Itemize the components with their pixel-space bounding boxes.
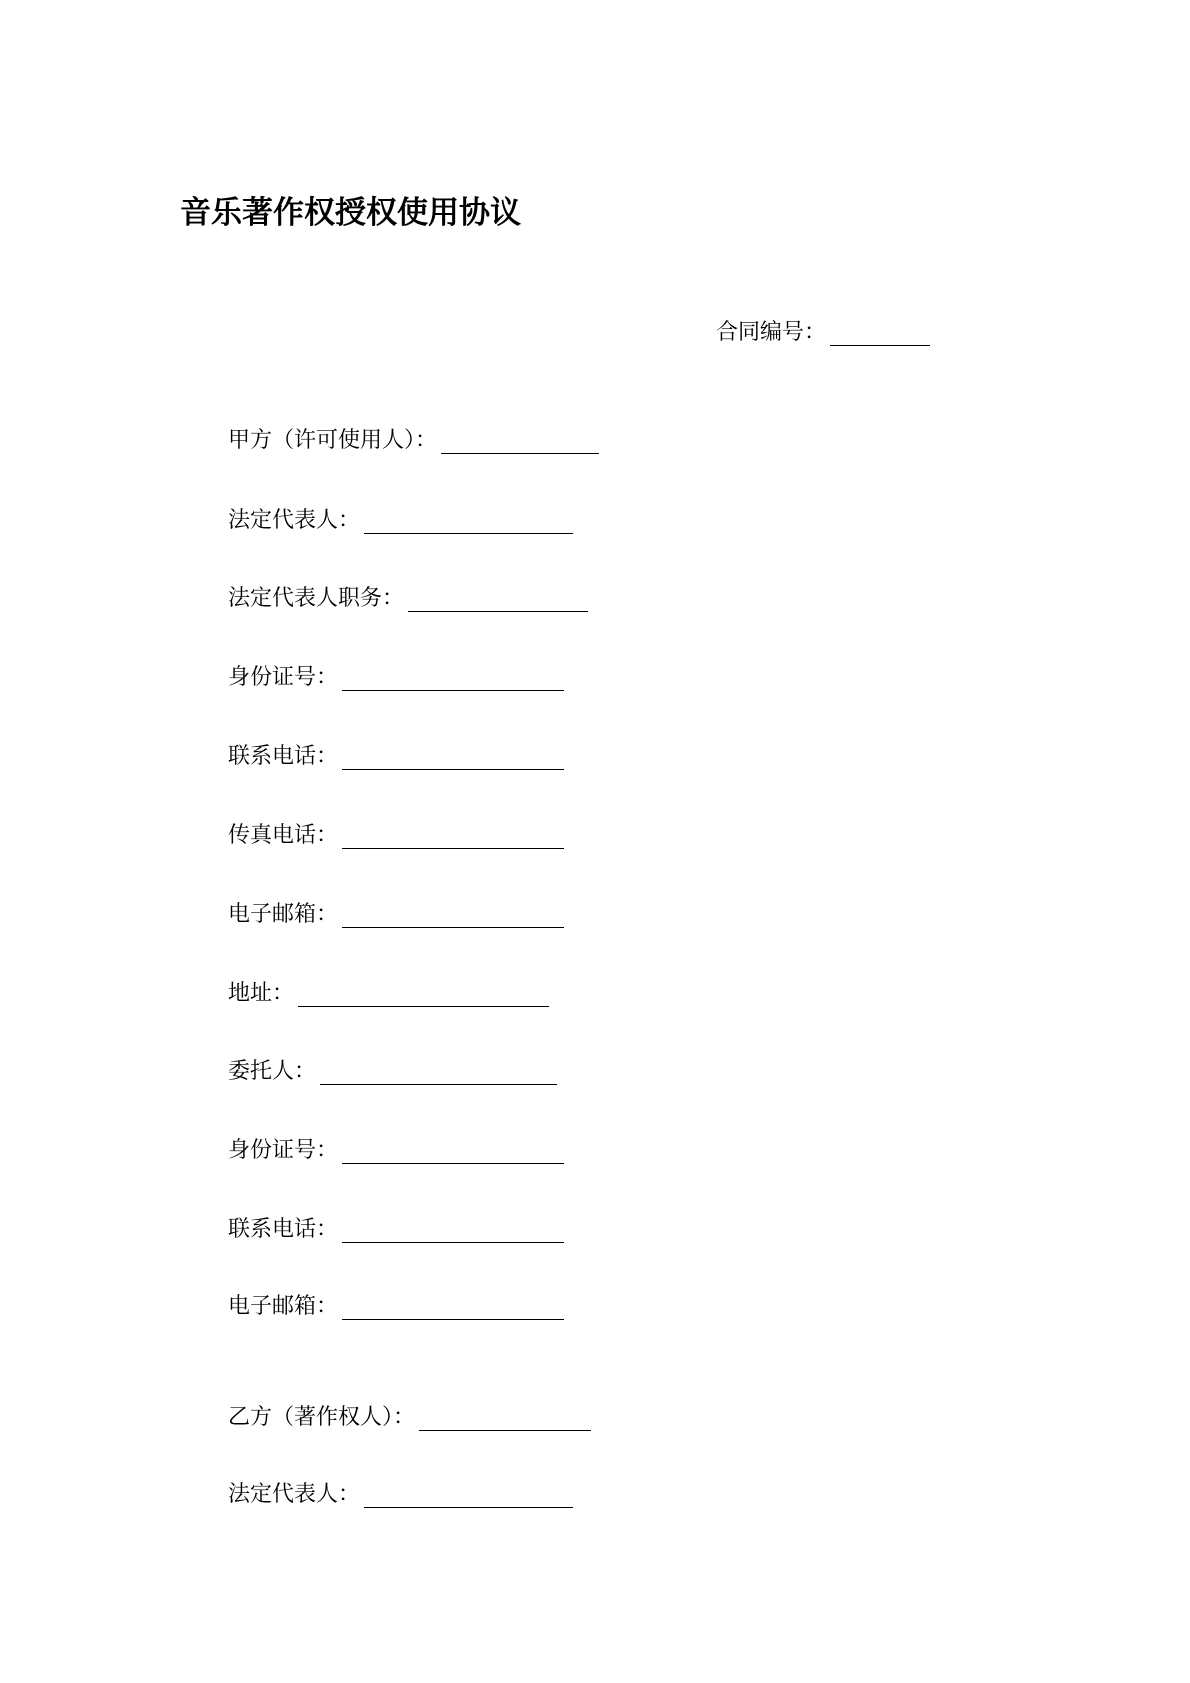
field-blank[interactable] [441, 429, 599, 454]
party-a-agent-phone-field [228, 1215, 564, 1245]
party-a-agent-field [228, 1057, 557, 1087]
contract-number-label: 合同编号： [716, 320, 827, 345]
party-a-legal-rep-field [228, 506, 573, 536]
field-blank[interactable] [364, 1483, 573, 1508]
field-label: 电子邮箱： [228, 902, 339, 927]
field-label: 法定代表人： [228, 1482, 361, 1507]
contract-number-blank[interactable] [830, 321, 930, 346]
party-a-name-field [228, 426, 599, 456]
field-blank[interactable] [408, 587, 588, 612]
party-a-address-field [228, 979, 549, 1009]
field-label: 甲方（许可使用人）： [228, 428, 438, 453]
party-a-agent-email-field [228, 1292, 564, 1322]
party-a-legal-rep-title-field [228, 584, 588, 614]
field-label: 法定代表人： [228, 508, 361, 533]
field-label: 身份证号： [228, 665, 339, 690]
field-blank[interactable] [298, 982, 549, 1007]
contract-number-field [716, 318, 930, 348]
field-label: 联系电话： [228, 744, 339, 769]
field-blank[interactable] [342, 666, 564, 691]
field-blank[interactable] [364, 509, 573, 534]
field-label: 法定代表人职务： [228, 586, 405, 611]
field-blank[interactable] [419, 1406, 591, 1431]
field-blank[interactable] [342, 824, 564, 849]
party-a-email-field [228, 900, 564, 930]
party-b-name-field [228, 1403, 591, 1433]
field-blank[interactable] [342, 745, 564, 770]
field-label: 乙方（著作权人）： [228, 1405, 416, 1430]
field-blank[interactable] [342, 1218, 564, 1243]
field-label: 联系电话： [228, 1217, 339, 1242]
party-a-agent-id-number-field [228, 1136, 564, 1166]
field-blank[interactable] [320, 1060, 557, 1085]
field-label: 电子邮箱： [228, 1294, 339, 1319]
field-label: 身份证号： [228, 1138, 339, 1163]
party-a-id-number-field [228, 663, 564, 693]
field-label: 委托人： [228, 1059, 317, 1084]
document-title: 音乐著作权授权使用协议 [180, 195, 521, 231]
field-label: 地址： [228, 981, 295, 1006]
field-blank[interactable] [342, 1295, 564, 1320]
field-blank[interactable] [342, 903, 564, 928]
party-a-phone-field [228, 742, 564, 772]
party-b-legal-rep-field [228, 1480, 573, 1510]
party-a-fax-field [228, 821, 564, 851]
field-label: 传真电话： [228, 823, 339, 848]
field-blank[interactable] [342, 1139, 564, 1164]
